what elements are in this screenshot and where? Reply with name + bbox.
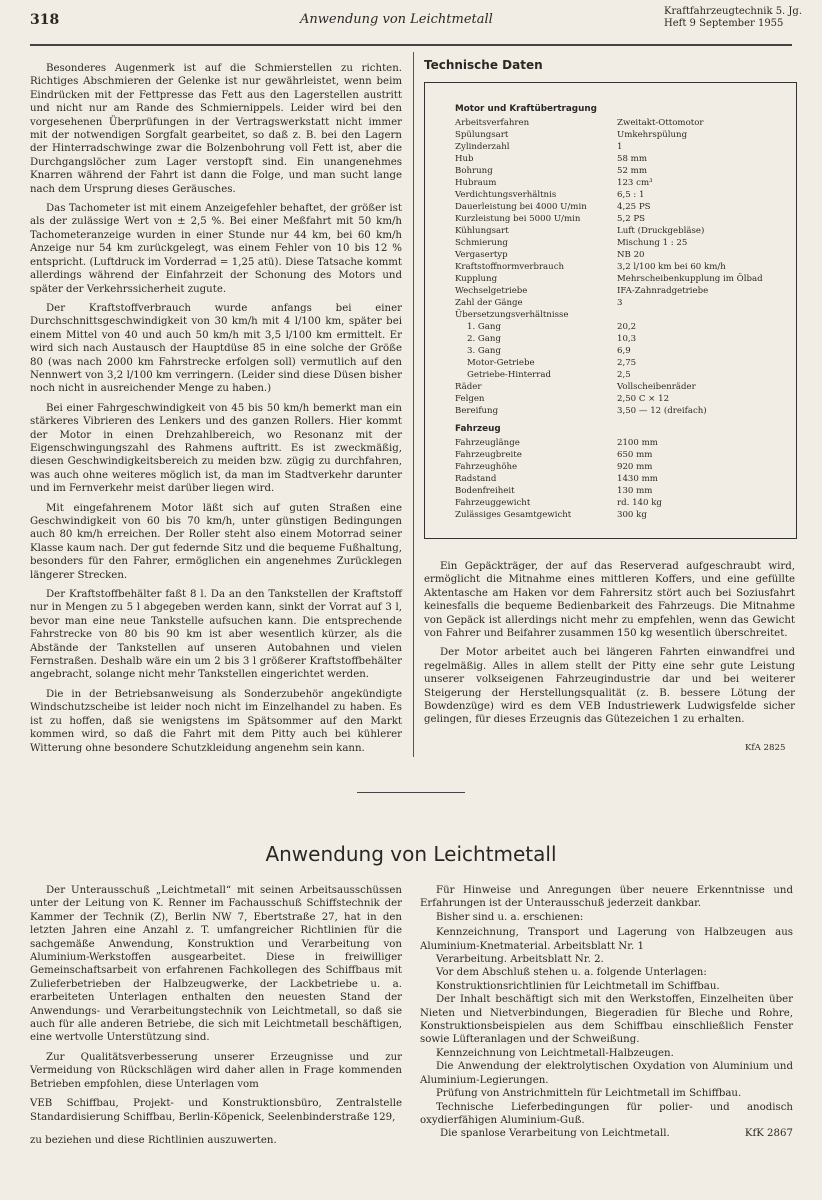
tech-row: Fahrzeugbreite 650 mm [455,450,653,460]
paragraph: Die in der Betriebsanweisung als Sonderzubehör angekündigte Windschutzscheibe ist leider noch nicht im Einzelhandel zu haben. Es ist zu hoffen, daß sie wenigstens im Spätsommer auf den Markt kommen wird, so daß die Fahrt mit dem Pitty auch bei kühlerer Witterung ohne besondere Schutzkleidung angenehm sein kann. [30,688,402,754]
bottom-left-column [30,884,402,1153]
paragraph: Der Unterausschuß „Leichtmetall“ mit seinen Arbeitsausschüssen unter der Leitung von K. Renner im Fachausschuß Schiffstechnik der Kammer der Technik (Z), Berlin NW 7, Ebertstraße 27, hat in den letzten Jahren eine Anzahl z. T. umfangreicher Richtlinien für die sachgemäße Anwendung, Konstruktion und Verarbeitung von Aluminium-Werkstoffen ausgearbeitet. Diese in freiwilliger Gemeinschaftsarbeit von erfahrenen Fachkollegen des Schiffbaus mit Zulieferbetrieben der Halbzeugwerke, der Lackbetriebe u. a. erarbeiteten Unterlagen enthalten den neuesten Stand der Anwendungs- und Verarbeitungstechnik von Leichtmetall, so daß sie auch für alle anderen Betriebe, die sich mit Leichtmetall beschäftigen, eine wertvolle Unterstützung sind. [30,885,402,1044]
tech-row: Wechselgetriebe IFA-Zahnradgetriebe [455,286,709,296]
list-label: Bisher sind u. a. erschienen: [436,911,584,923]
tech-row: Übersetzungsverhältnisse [455,310,569,320]
tech-row: Arbeitsverfahren Zweitakt-Ottomotor [455,118,704,128]
tech-section-heading: Fahrzeug [455,424,501,434]
list-item: Der Inhalt beschäftigt sich mit den Werkstoffen, Einzelheiten über Nieten und Nietverbindungen, Biegeradien für Bleche und Rohre, Konstruktionsbeispielen aus dem Schiffbau einschließlich Fenster sowie Lüfteranlagen und der Schweißung. [420,994,793,1046]
column-divider [413,52,414,757]
tech-row: 2. Gang 10,3 [467,334,637,344]
tech-row: Kurzleistung bei 5000 U/min 5,2 PS [455,214,646,224]
list-item: Kennzeichnung von Leichtmetall-Halbzeugen. [436,1047,674,1059]
tech-row: Bohrung 52 mm [455,166,647,176]
left-article-column [30,62,402,761]
list-item: Die spanlose Verarbeitung von Leichtmetall. [440,1128,670,1140]
tech-row: Radstand 1430 mm [455,474,658,484]
address-block: VEB Schiffbau, Projekt- und Konstruktionsbüro, Zentralstelle Standardisierung Schiffbau, Berlin-Köpenick, Seelenbinderstraße 129, [30,1098,402,1123]
tech-row: Bodenfreiheit 130 mm [455,486,653,496]
tech-row: Verdichtungsverhältnis 6,5 : 1 [455,190,645,200]
tech-row: Motor-Getriebe 2,75 [467,358,637,368]
list-item: Prüfung von Anstrichmitteln für Leichtmetall im Schiffbau. [436,1088,742,1100]
right-article-column [424,560,795,733]
journal-name: Kraftfahrzeugtechnik 5. Jg. [664,6,803,17]
tech-row: 1. Gang 20,2 [467,322,637,332]
tech-row: Dauerleistung bei 4000 U/min 4,25 PS [455,202,651,212]
journal-meta [664,6,802,30]
tech-row: Kupplung Mehrscheibenkupplung im Ölbad [455,274,763,284]
article-reference: KfK 2867 [744,1128,793,1140]
running-title: Anwendung von Leichtmetall [300,12,493,27]
tech-row: Zahl der Gänge 3 [455,298,623,308]
tech-row: Fahrzeughöhe 920 mm [455,462,653,472]
paragraph: Ein Gepäckträger, der auf das Reserverad aufgeschraubt wird, ermöglicht die Mitnahme eines mittleren Koffers, und eine gefüllte Aktentasche am Haken vor dem Fahrersitz stört auch bei Soziusfahrt keinesfalls die bequeme Bedienbarkeit des Fahrzeugs. Die Mitnahme von Gepäck ist allerdings nicht mehr zu empfehlen, wenn das Gewicht von Fahrer und Beifahrer zusammen 150 kg wesentlich überschreitet. [424,561,795,640]
tech-row: Kraftstoffnormverbrauch 3,2 l/100 km bei 60 km/h [455,262,726,272]
list-item: Konstruktionsrichtlinien für Leichtmetall im Schiffbau. [436,980,720,992]
paragraph: Das Tachometer ist mit einem Anzeigefehler behaftet, der größer ist als der zulässige Wert von ± 2,5 %. Bei einer Meßfahrt mit 50 km/h Tachometeranzeige wurden in einer Stunde nur 44 km, bei 60 km/h Anzeige nur 54 km zurückgelegt, was einem Fehler von 10 bis 12 % entspricht. (Luftdruck im Vorderrad = 1,25 atü). Diese Tatsache kommt allerdings während der Einfahrzeit der Schonung des Motors und später der Verkehrssicherheit zugute. [30,203,402,295]
tech-section-heading: Motor und Kraftübertragung [455,104,597,114]
tech-row: Hubraum 123 cm³ [455,178,653,188]
tech-row: Zulässiges Gesamtgewicht 300 kg [455,510,647,520]
list-item: Verarbeitung. Arbeitsblatt Nr. 2. [436,954,604,966]
tech-row: Getriebe-Hinterrad 2,5 [467,370,631,380]
header-rule [30,44,792,46]
list-label: Vor dem Abschluß stehen u. a. folgende Unterlagen: [436,967,707,979]
paragraph: Mit eingefahrenem Motor läßt sich auf guten Straßen eine Geschwindigkeit von 60 bis 70 km/h, unter günstigen Bedingungen auch 80 km/h erreichen. Der Roller steht also einem Motorrad seiner Klasse kaum nach. Der gut federnde Sitz und die bequeme Fußhaltung, besonders für den Fahrer, ermöglichen ein angenehmes Zurücklegen längerer Strecken. [30,502,402,581]
issue-number: Heft 9 [664,18,696,29]
tech-data-title: Technische Daten [424,58,543,72]
paragraph: Besonderes Augenmerk ist auf die Schmierstellen zu richten. Richtiges Abschmieren der Gelenke ist nur gewährleistet, wenn beim Eindrücken mit der Fettpresse das Fett aus den Lagerstellen austritt und nicht nur am Rande des Schmiernippels. Leider wird bei den vorgesehenen Überprüfungen in der Vertragswerkstatt nicht immer mit der notwendigen Sorgfalt gearbeitet, so daß z. B. bei den Lagern der Hinterradschwinge zwar die Bolzenbohrung voll Fett ist, aber die Durchgangslöcher zum Lager verstopft sind. Ein unangenehmes Knarren während der Fahrt ist dann die Folge, und man sucht lange nach dem Ursprung dieses Geräusches. [30,63,402,195]
article-reference: KfA 2825 [745,743,786,753]
paragraph: zu beziehen und diese Richtlinien auszuwerten. [30,1134,277,1146]
tech-row: Kühlungsart Luft (Druckgebläse) [455,226,705,236]
paragraph: Der Kraftstoffverbrauch wurde anfangs bei einer Durchschnittsgeschwindigkeit von 30 km/h mit 4 l/100 km, später bei einem Mittel von 40 und auch 50 km/h mit 3,5 l/100 km ermittelt. Er wird sich nach Austausch der Hauptdüse 85 in eine solche der Größe 80 (was nach 2000 km Fahrstrecke erfolgen soll) vermutlich auf den Nennwert von 3,2 l/100 km verringern. (Leider sind diese Düsen bisher noch nicht in ausreichender Menge zu haben.) [30,302,402,395]
list-item: Kennzeichnung, Transport und Lagerung von Halbzeugen aus Aluminium-Knetmaterial. Arbeitsblatt Nr. 1 [420,927,793,952]
bottom-right-column [420,884,793,1141]
tech-row: Vergasertyp NB 20 [455,250,645,260]
tech-row: Hub 58 mm [455,154,647,164]
tech-row: Bereifung 3,50 — 12 (dreifach) [455,406,707,416]
list-item: Die Anwendung der elektrolytischen Oxydation von Aluminium und Aluminium-Legierungen. [420,1061,793,1086]
tech-row: Schmierung Mischung 1 : 25 [455,238,688,248]
list-item-with-ref [440,1127,793,1140]
section-title: Anwendung von Leichtmetall [265,842,557,866]
section-separator [357,792,465,793]
list-item: Technische Lieferbedingungen für polier- und anodisch oxydierfähigen Aluminium-Guß. [420,1101,793,1126]
paragraph: Zur Qualitätsverbesserung unserer Erzeugnisse und zur Vermeidung von Rückschlägen wird daher allen in Frage kommenden Betrieben empfohlen, diese Unterlagen vom [30,1051,402,1090]
issue-date: September 1955 [699,18,784,29]
tech-row: Spülungsart Umkehrspülung [455,130,688,140]
paragraph: Für Hinweise und Anregungen über neuere Erkenntnisse und Erfahrungen ist der Unterausschuß jederzeit dankbar. [420,885,793,910]
tech-row: Fahrzeuggewicht rd. 140 kg [455,498,662,508]
paragraph: Bei einer Fahrgeschwindigkeit von 45 bis 50 km/h bemerkt man ein stärkeres Vibrieren des Lenkers und des ganzen Rollers. Hier kommt der Motor in einen Drehzahlbereich, wo Resonanz mit der Eigenschwingungszahl des Rahmens auftritt. Es ist zweckmäßig, diesen Geschwindigkeitsbereich zu meiden bzw. zügig zu durchfahren, was auch ohne weiteres möglich ist, da man im Stadtverkehr darunter und im Fernverkehr meist darüber liegen wird. [30,402,402,495]
tech-row: Zylinderzahl 1 [455,142,623,152]
paragraph: Der Kraftstoffbehälter faßt 8 l. Da an den Tankstellen der Kraftstoff nur in Mengen zu 5 l abgegeben werden kann, sinkt der Vorrat auf 3 l, bevor man eine neue Tankstelle aufsuchen kann. Die entsprechende Fahrstrecke von 80 bis 90 km ist aber wesentlich kürzer, als die Abstände der Tankstellen auf unseren Autobahnen und vielen Fernstraßen. Deshalb wäre ein um 2 bis 3 l größerer Kraftstoffbehälter angebracht, solange nicht mehr Tankstellen eingerichtet werden. [30,589,402,681]
tech-row: Fahrzeuglänge 2100 mm [455,438,658,448]
paragraph: Der Motor arbeitet auch bei längeren Fahrten einwandfrei und regelmäßig. Alles in allem stellt der Pitty eine sehr gute Leistung unserer volkseigenen Fahrzeugindustrie dar und bei weiterer Steigerung der Herstellungsqualität (z. B. bessere Lötung der Bowdenzüge) wird es dem VEB Industriewerk Ludwigsfelde sicher gelingen, für dieses Erzeugnis das Gütezeichen 1 zu erhalten. [424,647,795,726]
page-number: 318 [30,12,60,28]
tech-row: Räder Vollscheibenräder [455,382,696,392]
tech-row: Felgen 2,50 C × 12 [455,394,670,404]
tech-row: 3. Gang 6,9 [467,346,631,356]
